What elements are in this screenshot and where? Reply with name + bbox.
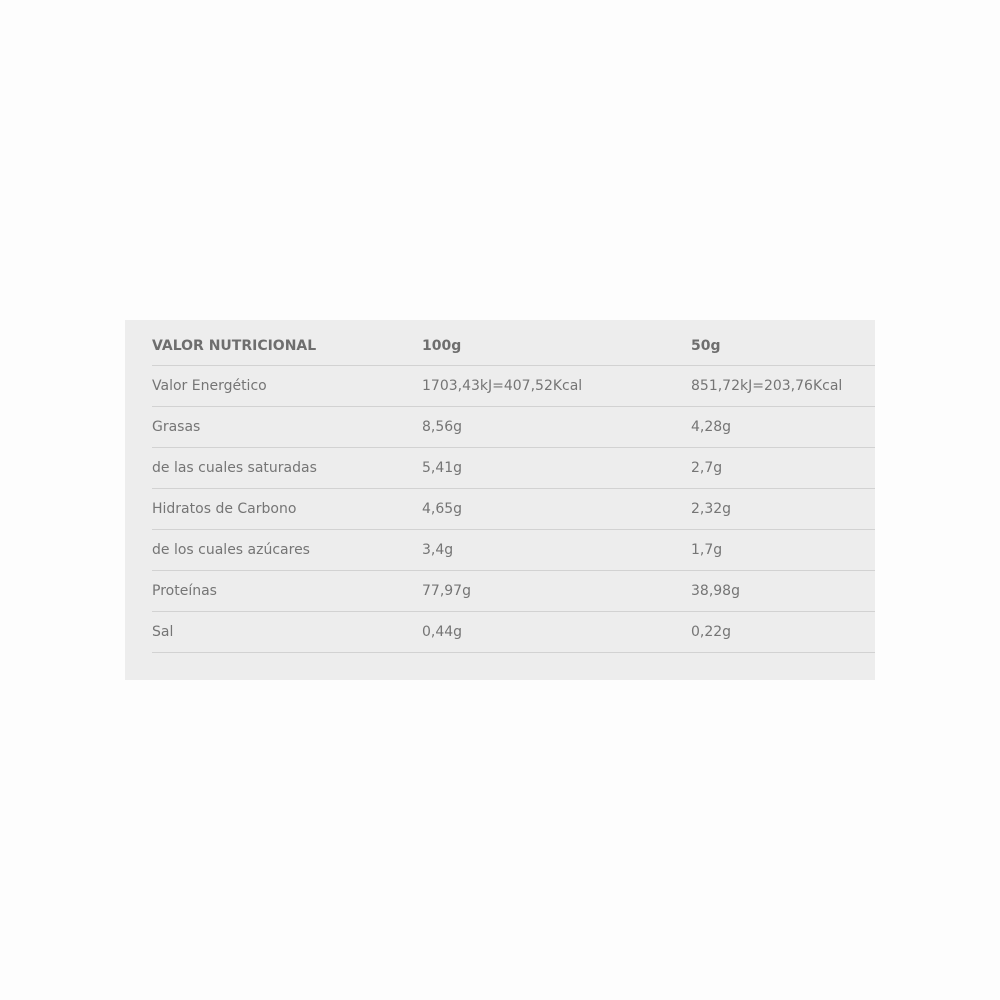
table-header-row (152, 326, 875, 366)
header-per-50g: 50g (691, 326, 875, 366)
table-row (152, 489, 875, 530)
nutrient-name: Proteínas (152, 571, 422, 612)
value-50g: 2,32g (691, 489, 875, 530)
value-50g: 2,7g (691, 448, 875, 489)
header-per-100g: 100g (422, 326, 691, 366)
value-100g: 77,97g (422, 571, 691, 612)
header-nutritional-value: VALOR NUTRICIONAL (152, 326, 422, 366)
value-50g: 0,22g (691, 612, 875, 653)
table-row (152, 366, 875, 407)
table-row (152, 407, 875, 448)
value-50g: 4,28g (691, 407, 875, 448)
nutrition-table (152, 326, 875, 653)
value-100g: 1703,43kJ=407,52Kcal (422, 366, 691, 407)
table-row (152, 530, 875, 571)
nutrient-name: Grasas (152, 407, 422, 448)
nutrient-name: Hidratos de Carbono (152, 489, 422, 530)
value-100g: 8,56g (422, 407, 691, 448)
nutrient-name: Valor Energético (152, 366, 422, 407)
table-row (152, 612, 875, 653)
nutrient-name: Sal (152, 612, 422, 653)
table-row (152, 571, 875, 612)
nutrient-name: de las cuales saturadas (152, 448, 422, 489)
nutrition-panel (125, 320, 875, 680)
value-100g: 4,65g (422, 489, 691, 530)
value-100g: 3,4g (422, 530, 691, 571)
value-50g: 38,98g (691, 571, 875, 612)
value-50g: 851,72kJ=203,76Kcal (691, 366, 875, 407)
value-100g: 0,44g (422, 612, 691, 653)
value-100g: 5,41g (422, 448, 691, 489)
value-50g: 1,7g (691, 530, 875, 571)
table-row (152, 448, 875, 489)
nutrient-name: de los cuales azúcares (152, 530, 422, 571)
